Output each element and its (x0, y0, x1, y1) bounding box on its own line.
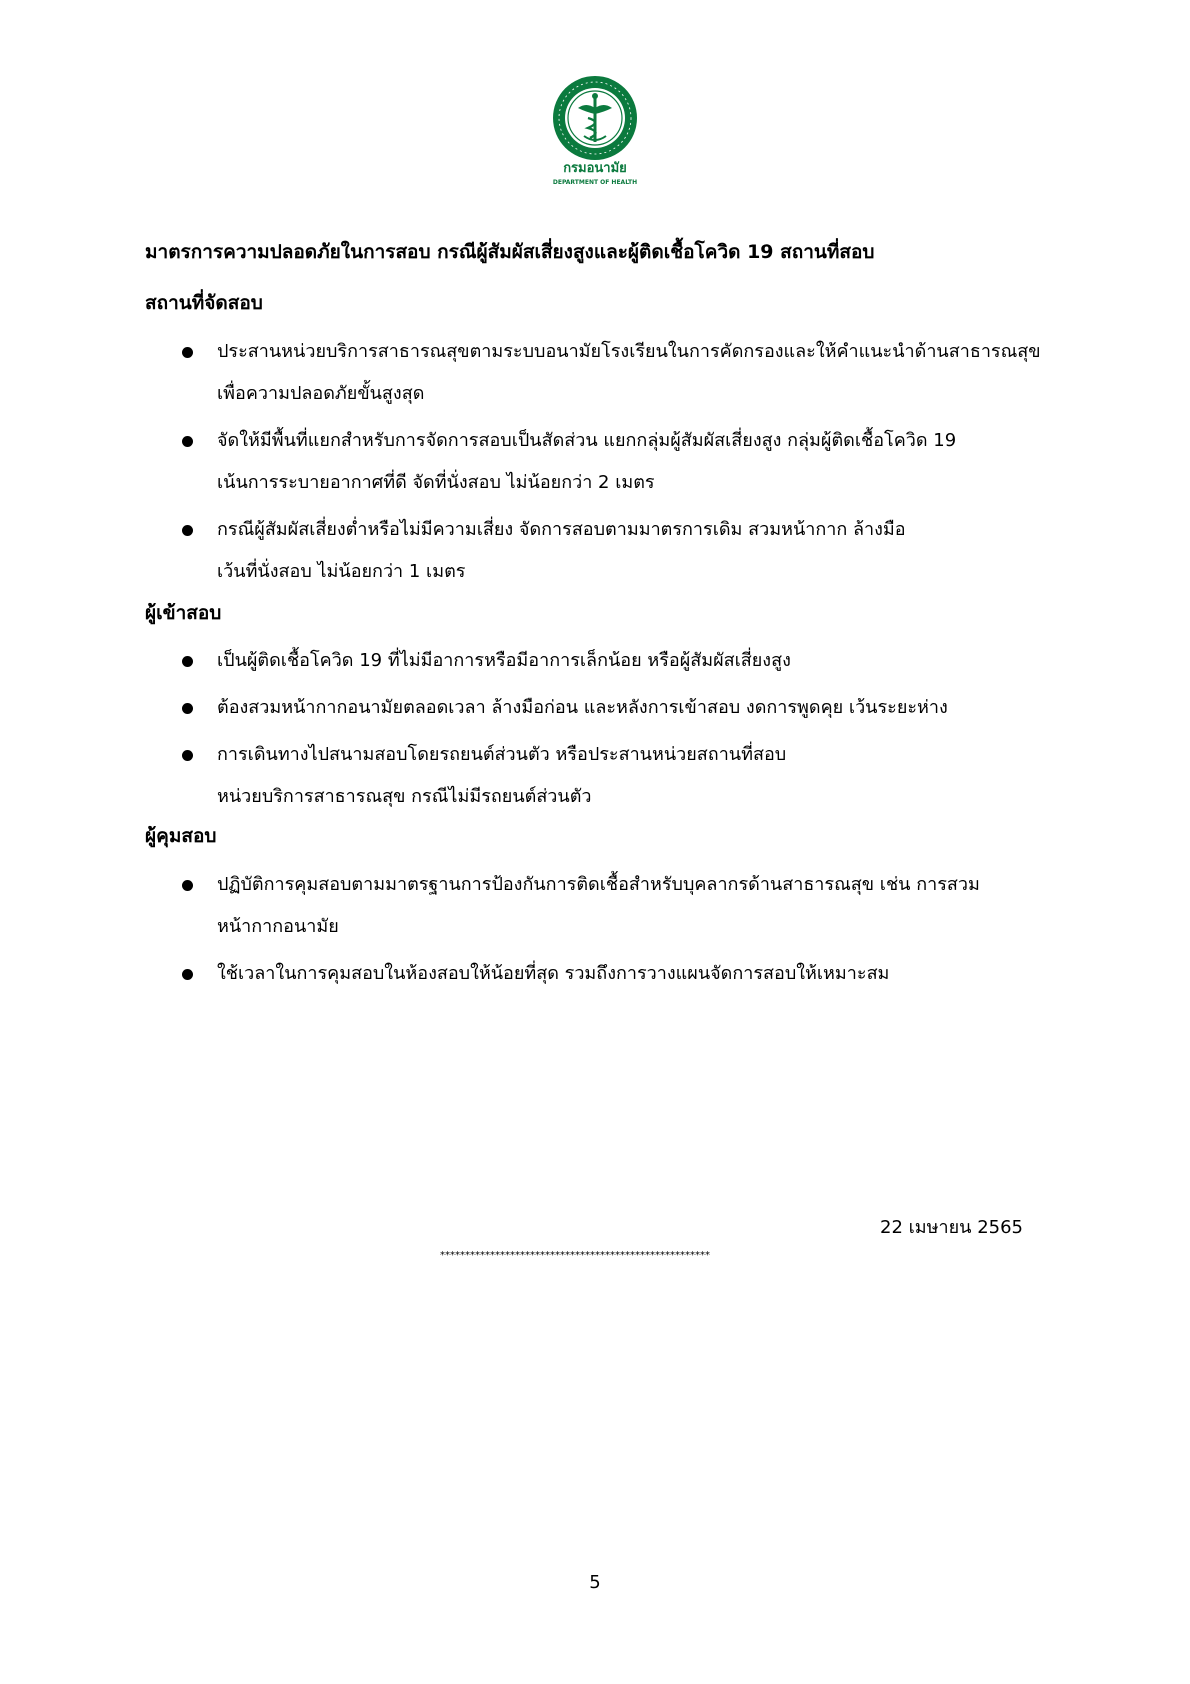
bullet-icon (182, 347, 193, 358)
section-heading-exam-venue: สถานที่จัดสอบ (145, 292, 263, 314)
section-heading-proctors: ผู้คุมสอบ (145, 825, 217, 847)
proctors-list (145, 864, 1115, 1000)
list-item-text-continued: หน้ากากอนามัย (217, 916, 339, 937)
list-item (145, 509, 1115, 593)
list-item-text: เป็นผู้ติดเชื้อโควิด 19 ที่ไม่มีอาการหรือมีอาการเล็กน้อย หรือผู้สัมผัสเสี่ยงสูง (217, 650, 791, 671)
list-item (145, 864, 1115, 948)
document-date: 22 เมษายน 2565 (880, 1217, 1023, 1238)
list-item-text-continued: หน่วยบริการสาธารณสุข กรณีไม่มีรถยนต์ส่วนตัว (217, 786, 592, 807)
logo-label-en: DEPARTMENT OF HEALTH (552, 179, 638, 186)
bullet-icon (182, 969, 193, 980)
list-item-text-continued: เพื่อความปลอดภัยขั้นสูงสุด (217, 383, 425, 404)
document-title: มาตรการความปลอดภัยในการสอบ กรณีผู้สัมผัสเสี่ยงสูงและผู้ติดเชื้อโควิด 19 สถานที่สอบ (145, 241, 875, 263)
list-item (145, 687, 1115, 729)
list-item (145, 734, 1115, 818)
list-item-text: กรณีผู้สัมผัสเสี่ยงต่ำหรือไม่มีความเสี่ยง จัดการสอบตามมาตรการเดิม สวมหน้ากาก ล้างมือ (217, 519, 906, 540)
list-item-text-continued: เน้นการระบายอากาศที่ดี จัดที่นั่งสอบ ไม่น้อยกว่า 2 เมตร (217, 472, 655, 493)
list-item-text: ต้องสวมหน้ากากอนามัยตลอดเวลา ล้างมือก่อน และหลังการเข้าสอบ งดการพูดคุย เว้นระยะห่าง (217, 697, 948, 718)
bullet-icon (182, 750, 193, 761)
bullet-icon (182, 703, 193, 714)
separator-line: ****************************************************** (440, 1250, 710, 1261)
list-item-text: ประสานหน่วยบริการสาธารณสุขตามระบบอนามัยโรงเรียนในการคัดกรองและให้คำแนะนำด้านสาธารณสุข (217, 341, 1041, 362)
list-item-text-continued: เว้นที่นั่งสอบ ไม่น้อยกว่า 1 เมตร (217, 561, 466, 582)
bullet-icon (182, 656, 193, 667)
list-item-text: ใช้เวลาในการคุมสอบในห้องสอบให้น้อยที่สุด รวมถึงการวางแผนจัดการสอบให้เหมาะสม (217, 963, 890, 984)
bullet-icon (182, 880, 193, 891)
list-item-text: ปฏิบัติการคุมสอบตามมาตรฐานการป้องกันการติดเชื้อสำหรับบุคลากรด้านสาธารณสุข เช่น การสวม (217, 874, 980, 895)
list-item (145, 331, 1115, 415)
department-of-health-logo (548, 74, 642, 192)
page-number: 5 (589, 1572, 601, 1593)
list-item-text: จัดให้มีพื้นที่แยกสำหรับการจัดการสอบเป็นสัดส่วน แยกกลุ่มผู้สัมผัสเสี่ยงสูง กลุ่มผู้ติดเชื้อโควิด 19 (217, 430, 957, 451)
bullet-icon (182, 436, 193, 447)
exam-venue-list (145, 331, 1115, 598)
section-heading-examinees: ผู้เข้าสอบ (145, 602, 222, 624)
bullet-icon (182, 525, 193, 536)
examinees-list (145, 640, 1115, 823)
list-item (145, 420, 1115, 504)
list-item (145, 640, 1115, 682)
list-item (145, 953, 1115, 995)
logo-label-th: กรมอนามัย (563, 161, 627, 176)
list-item-text: การเดินทางไปสนามสอบโดยรถยนต์ส่วนตัว หรือประสานหน่วยสถานที่สอบ (217, 744, 787, 765)
